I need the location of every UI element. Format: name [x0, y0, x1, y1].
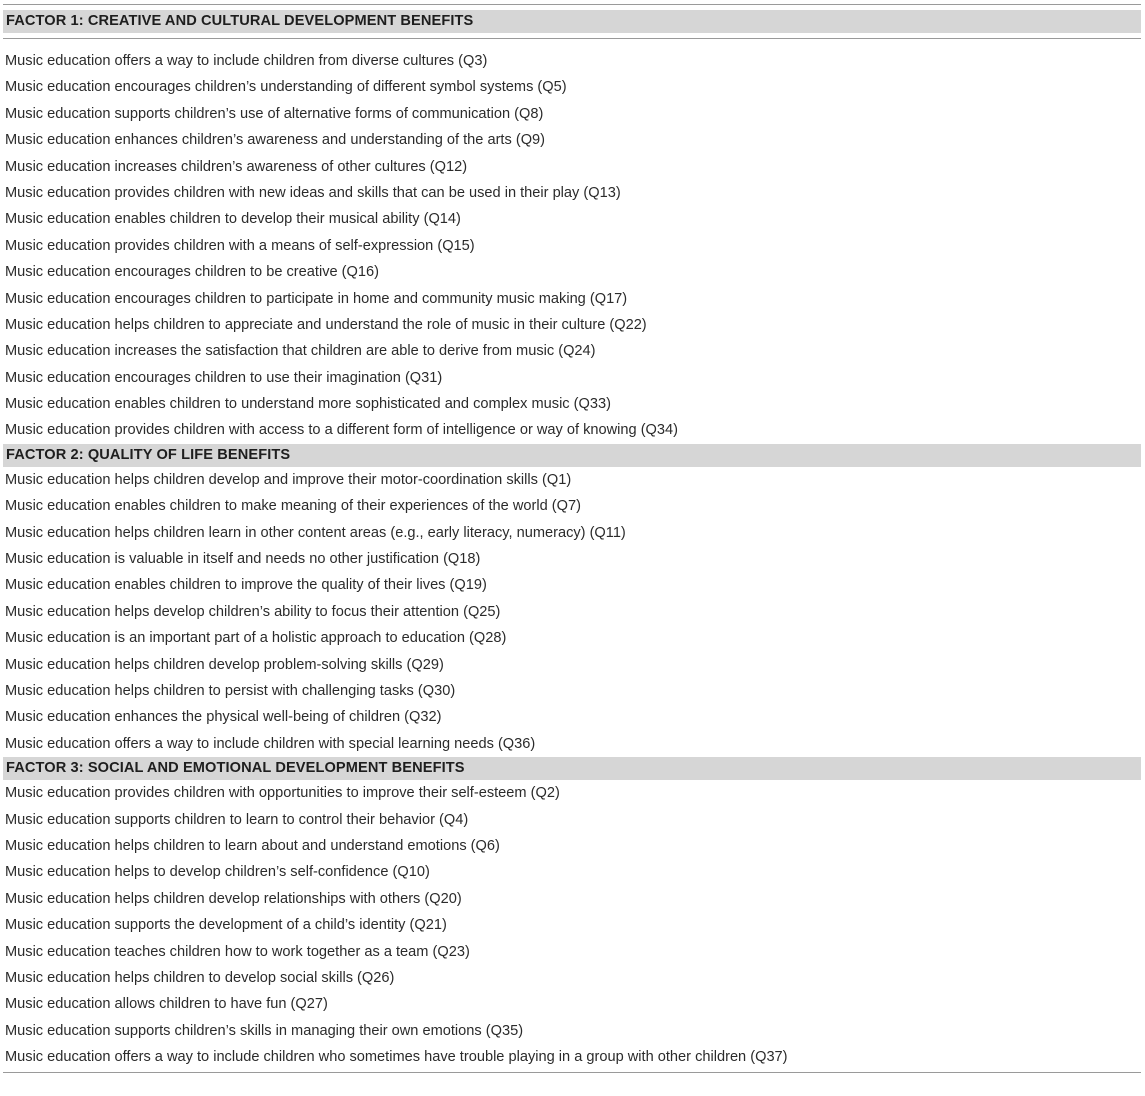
- table-row: Music education encourages children to participate in home and community music making (Q17): [5, 290, 628, 307]
- table-row: Music education helps children to appreciate and understand the role of music in their culture (Q22): [5, 316, 647, 333]
- table-row: Music education helps to develop children’s self-confidence (Q10): [5, 864, 430, 881]
- table-row: Music education supports children to learn to control their behavior (Q4): [5, 811, 469, 828]
- table-row: Music education helps children to develop social skills (Q26): [5, 969, 395, 986]
- section-items-factor-1: [3, 48, 1141, 444]
- table-row: Music education helps children develop problem-solving skills (Q29): [5, 656, 444, 673]
- section-header-factor-2: FACTOR 2: QUALITY OF LIFE BENEFITS: [3, 444, 1141, 467]
- table-row: Music education is valuable in itself and needs no other justification (Q18): [5, 551, 481, 568]
- table-row: Music education allows children to have fun (Q27): [5, 996, 328, 1013]
- table-row: Music education enables children to improve the quality of their lives (Q19): [5, 577, 487, 594]
- table-bottom-rule: [3, 1072, 1141, 1073]
- factor-table: [3, 4, 1141, 1073]
- section-header-factor-3: FACTOR 3: SOCIAL AND EMOTIONAL DEVELOPMENT BENEFITS: [3, 757, 1141, 780]
- table-row: Music education helps children learn in other content areas (e.g., early literacy, numeracy) (Q11): [5, 524, 626, 541]
- table-row: Music education increases the satisfaction that children are able to derive from music (Q24): [5, 343, 596, 360]
- table-row: Music education encourages children to use their imagination (Q31): [5, 369, 443, 386]
- table-row: Music education encourages children’s understanding of different symbol systems (Q5): [5, 79, 567, 96]
- table-row: Music education provides children with access to a different form of intelligence or way of knowing (Q34): [5, 422, 678, 439]
- table-row: Music education provides children with a means of self-expression (Q15): [5, 237, 475, 254]
- table-row: Music education helps children develop and improve their motor-coordination skills (Q1): [5, 471, 572, 488]
- table-row: Music education helps develop children’s ability to focus their attention (Q25): [5, 603, 501, 620]
- table-row: Music education enables children to develop their musical ability (Q14): [5, 211, 461, 228]
- table-row: Music education teaches children how to work together as a team (Q23): [5, 943, 470, 960]
- section-header-factor-1: FACTOR 1: CREATIVE AND CULTURAL DEVELOPMENT BENEFITS: [3, 10, 1141, 33]
- table-row: Music education supports children’s skills in managing their own emotions (Q35): [5, 1022, 524, 1039]
- table-row: Music education supports children’s use of alternative forms of communication (Q8): [5, 105, 544, 122]
- table-row: Music education enables children to understand more sophisticated and complex music (Q33): [5, 396, 611, 413]
- table-row: Music education helps children to learn about and understand emotions (Q6): [5, 837, 500, 854]
- table-row: Music education supports the development of a child’s identity (Q21): [5, 917, 447, 934]
- table-row: Music education offers a way to include children who sometimes have trouble playing in a group with other children (Q37): [5, 1049, 788, 1066]
- table-top-rule: [3, 4, 1141, 5]
- header-rule: [3, 38, 1141, 39]
- table-row: Music education encourages children to be creative (Q16): [5, 264, 379, 281]
- section-items-factor-2: [3, 467, 1141, 757]
- table-row: Music education enhances the physical well-being of children (Q32): [5, 709, 442, 726]
- table-row: Music education provides children with opportunities to improve their self-esteem (Q2): [5, 785, 560, 802]
- table-row: Music education helps children to persist with challenging tasks (Q30): [5, 682, 456, 699]
- table-row: Music education offers a way to include children with special learning needs (Q36): [5, 735, 536, 752]
- table-row: Music education helps children develop relationships with others (Q20): [5, 890, 462, 907]
- table-row: Music education enhances children’s awareness and understanding of the arts (Q9): [5, 132, 546, 149]
- table-row: Music education is an important part of a holistic approach to education (Q28): [5, 630, 507, 647]
- table-row: Music education increases children’s awareness of other cultures (Q12): [5, 158, 468, 175]
- table-row: Music education provides children with new ideas and skills that can be used in their play (Q13): [5, 184, 621, 201]
- table-row: Music education offers a way to include children from diverse cultures (Q3): [5, 53, 488, 69]
- table-row: Music education enables children to make meaning of their experiences of the world (Q7): [5, 498, 581, 515]
- section-items-factor-3: [3, 780, 1141, 1070]
